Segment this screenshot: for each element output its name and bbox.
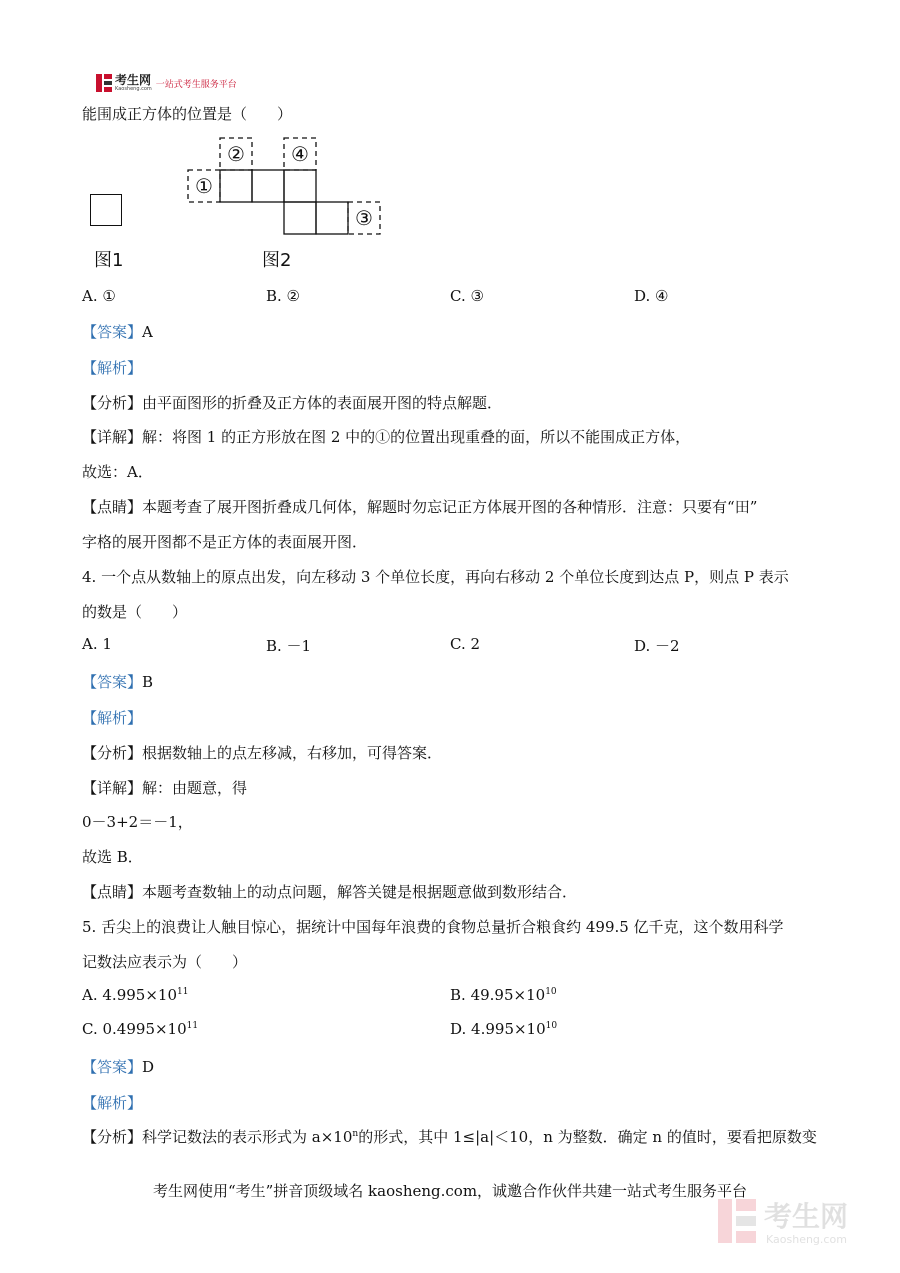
logo-domain: Kaosheng.com [115,86,152,92]
site-logo[interactable] [96,72,237,94]
q5-analysis-tag: 【解析】 [82,1094,143,1112]
q4-xiangjie [82,777,247,798]
q4-option-d[interactable]: D. －2 [634,637,680,655]
watermark-name: 考生网 [764,1200,849,1233]
answer-tag: 【答案】 [82,673,143,691]
fenxi-tag: 【分析】 [82,1128,143,1146]
cell-label-3: ③ [355,206,373,230]
q3-stem-tail: 能围成正方体的位置是（ ） [82,105,293,123]
cell-label-4: ④ [291,142,309,166]
option-exponent: 10 [545,1021,558,1031]
option-exponent: 10 [545,987,557,997]
net-cell [220,170,252,202]
dianjing-text: 本题考查数轴上的动点问题，解答关键是根据题意做到数形结合． [142,883,578,901]
watermark-logo-icon [718,1199,756,1243]
logo-mark-icon [96,74,112,92]
figure2-net [180,130,390,244]
q3-dianjing [82,496,757,517]
dianjing-tag: 【点睛】 [82,883,143,901]
q5-option-c[interactable] [82,1020,198,1038]
option-base: 4.995×10 [102,986,177,1004]
xiangjie-tag: 【详解】 [82,428,143,446]
q5-option-a[interactable] [82,986,188,1004]
figure2-label: 图2 [262,250,292,271]
fenxi-exponent: n [352,1129,359,1139]
option-exponent: 11 [186,1021,199,1031]
q3-option-c[interactable]: C. ③ [450,287,484,305]
option-base: 4.995×10 [471,1020,546,1038]
net-cell [284,170,316,202]
q5-option-b[interactable] [450,986,557,1004]
q3-option-b[interactable]: B. ② [266,287,301,305]
answer-value: D [142,1058,155,1076]
option-label: C. [82,1020,98,1038]
watermark [718,1193,878,1253]
xiangjie-tag: 【详解】 [82,779,143,797]
logo-slogan: 一站式考生服务平台 [155,79,237,90]
q4-stem-line2: 的数是（ ） [82,603,188,621]
figure1-label: 图1 [94,250,124,271]
q4-answer [82,671,153,692]
fenxi-text: 由平面图形的折叠及正方体的表面展开图的特点解题． [142,394,503,412]
fenxi-tag: 【分析】 [82,394,143,412]
fenxi-text: 科学记数法的表示形式为 a×10 [142,1128,353,1146]
q4-option-c[interactable]: C. 2 [450,635,481,653]
q4-option-b[interactable]: B. －1 [266,637,312,655]
fenxi-tag: 【分析】 [82,744,143,762]
net-cell [252,170,284,202]
q3-answer [82,321,153,342]
net-cell [284,202,316,234]
q4-dianjing [82,881,577,902]
cell-label-2: ② [227,142,245,166]
q3-dianjing-cont: 字格的展开图都不是正方体的表面展开图． [82,533,368,551]
q5-option-d[interactable] [450,1020,557,1038]
q4-fenxi [82,742,442,763]
q3-analysis-tag: 【解析】 [82,359,143,377]
answer-tag: 【答案】 [82,1058,143,1076]
dianjing-text: 本题考查了展开图折叠成几何体，解题时勿忘记正方体展开图的各种情形．注意：只要有“田” [142,498,758,516]
answer-tag: 【答案】 [82,323,143,341]
figure1-square [90,194,122,226]
fenxi-text: 根据数轴上的点左移减，右移加，可得答案． [142,744,443,762]
net-cell [316,202,348,234]
q5-answer [82,1056,154,1077]
answer-value: B [142,673,154,691]
option-label: B. [450,986,466,1004]
q3-fenxi [82,392,502,413]
q4-analysis-tag: 【解析】 [82,709,143,727]
page-footer: 考生网使用“考生”拼音顶级域名 kaosheng.com，诚邀合作伙伴共建一站式考生服务平台 [152,1182,748,1200]
q4-option-a[interactable]: A. 1 [82,635,112,653]
option-base: 49.95×10 [470,986,546,1004]
xiangjie-text: 解：将图 1 的正方形放在图 2 中的①的位置出现重叠的面，所以不能围成正方体， [142,428,691,446]
option-base: 0.4995×10 [102,1020,187,1038]
q5-stem-line1: 5. 舌尖上的浪费让人触目惊心，据统计中国每年浪费的食物总量折合粮食约 499.5 亿千克，这个数用科学 [82,918,784,936]
q3-option-a[interactable]: A. ① [82,287,116,305]
fenxi-text-cont: 的形式，其中 1≤|a|＜10，n 为整数．确定 n 的值时，要看把原数变 [358,1128,817,1146]
q4-stem-line1: 4. 一个点从数轴上的原点出发，向左移动 3 个单位长度，再向右移动 2 个单位长度到达点 P，则点 P 表示 [82,568,789,586]
q3-option-d[interactable]: D. ④ [634,287,669,305]
q5-fenxi [82,1126,817,1147]
q4-calc: 0－3+2＝－1， [82,813,193,831]
dianjing-tag: 【点睛】 [82,498,143,516]
xiangjie-text: 解：由题意，得 [142,779,248,797]
watermark-domain: Kaosheng.com [766,1233,847,1246]
option-label: A. [82,986,98,1004]
q3-choose: 故选：A． [82,463,153,481]
option-exponent: 11 [177,987,189,997]
answer-value: A [142,323,153,341]
q3-xiangjie [82,426,690,447]
logo-name: 考生网 [115,73,152,87]
cell-label-1: ① [195,174,213,198]
q4-choose: 故选 B． [82,848,143,866]
q5-stem-line2: 记数法应表示为（ ） [82,953,248,971]
option-label: D. [450,1020,467,1038]
